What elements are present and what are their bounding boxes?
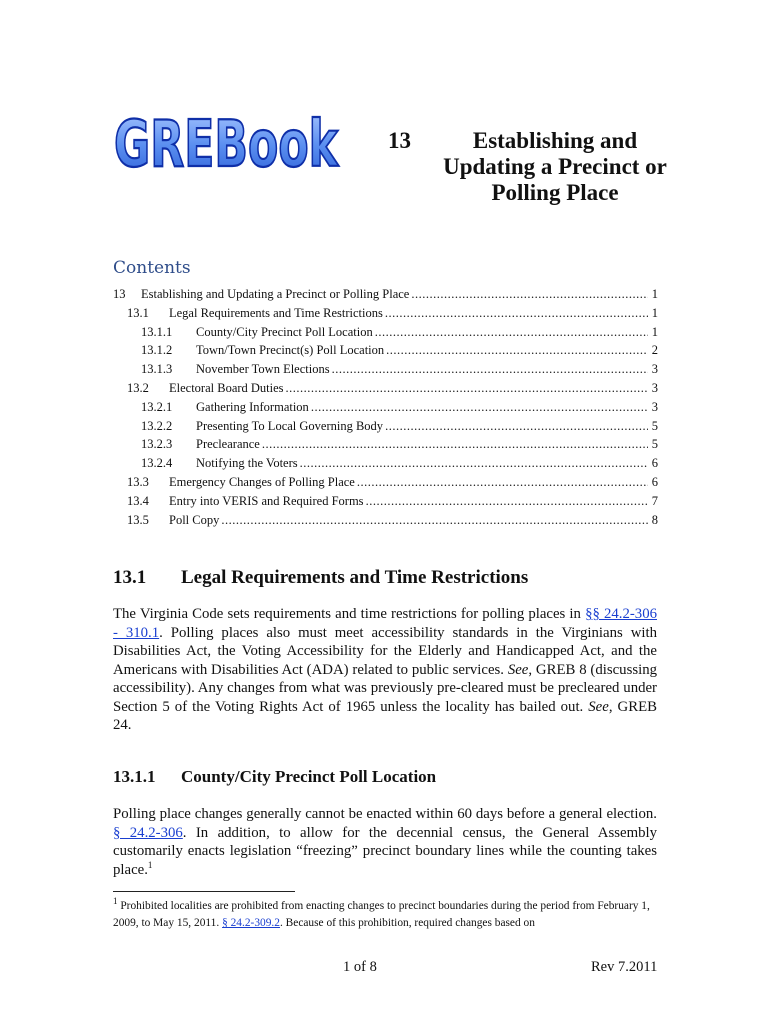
toc-dot-leader xyxy=(262,435,648,454)
toc-entry-number: 13.1.3 xyxy=(141,362,173,377)
toc-entry-label[interactable]: Legal Requirements and Time Restrictions xyxy=(169,305,383,320)
contents-heading: Contents xyxy=(113,258,191,278)
toc-dot-leader xyxy=(286,379,648,398)
toc-entry-label[interactable]: November Town Elections xyxy=(196,362,330,377)
toc-entry-page: 2 xyxy=(651,343,658,358)
text-run: . Because of this prohibition, required changes based on xyxy=(279,917,535,929)
toc-entry-number: 13.1.2 xyxy=(141,343,173,358)
toc-entry[interactable] xyxy=(113,398,658,417)
logo-wordmark: GREBook xyxy=(114,108,339,174)
toc-entry-page: 5 xyxy=(651,437,658,452)
toc-entry[interactable] xyxy=(113,304,658,323)
toc-dot-leader xyxy=(221,511,647,530)
toc-entry-number: 13.1 xyxy=(127,305,149,320)
toc-dot-leader xyxy=(366,492,648,511)
footnote-mark: 1 xyxy=(113,896,118,907)
text-run: , GREB 8 (discussing accessibility). Any changes from what was previously pre-cleared must be precleared under Section 5 of the Voting Rights Act of 1965 unless the locality has bailed out. xyxy=(113,661,658,715)
text-run: , GREB 24. xyxy=(113,698,657,733)
toc-entry-label[interactable]: Gathering Information xyxy=(196,399,309,414)
page-number: 1 of 8 xyxy=(343,959,377,975)
chapter-number: 13 xyxy=(388,128,411,153)
toc-entry[interactable] xyxy=(113,454,658,473)
toc-dot-leader xyxy=(311,398,648,417)
toc-dot-leader xyxy=(385,417,648,436)
toc-entry-number: 13.2.1 xyxy=(141,399,173,414)
toc-dot-leader xyxy=(385,304,648,323)
revision-label: Rev 7.2011 xyxy=(591,959,658,975)
code-citation-link[interactable]: §§ 24.2-306 - 310.1 xyxy=(113,606,657,641)
toc-entry-number: 13.5 xyxy=(127,512,149,527)
toc-entry-label[interactable]: Emergency Changes of Polling Place xyxy=(169,474,355,489)
toc-entry-page: 1 xyxy=(651,305,658,320)
toc-entry-page: 3 xyxy=(651,362,658,377)
toc-entry[interactable] xyxy=(113,492,658,511)
toc-dot-leader xyxy=(357,473,648,492)
text-run: . Polling places also must meet accessibility standards in the Virginians with Disabilities Act, the Voting Accessibility for the Elderly and Handicapped Act, and the Americans with Disabilities Act (ADA) related to public services. xyxy=(113,624,657,678)
toc-entry-label[interactable]: Entry into VERIS and Required Forms xyxy=(169,493,364,508)
toc-entry[interactable] xyxy=(113,360,658,379)
toc-entry[interactable] xyxy=(113,379,658,398)
text-run: . In addition, to allow for the decennial census, the General Assembly customarily enacts legislation “freezing” precinct boundary lines while the counting takes place. xyxy=(113,824,657,878)
toc-dot-leader xyxy=(375,323,648,342)
toc-entry-page: 6 xyxy=(651,456,658,471)
toc-entry-number: 13.2.3 xyxy=(141,437,173,452)
toc-entry-label[interactable]: Preclearance xyxy=(196,437,260,452)
toc-entry-label[interactable]: Presenting To Local Governing Body xyxy=(196,418,384,433)
toc-entry-number: 13.1.1 xyxy=(141,324,173,339)
toc-entry-page: 8 xyxy=(651,512,658,527)
toc-entry-page: 3 xyxy=(651,399,658,414)
toc-entry[interactable] xyxy=(113,323,658,342)
section-number: 13.1.1 xyxy=(113,767,156,786)
toc-entry-number: 13.2.4 xyxy=(141,456,173,471)
footnote-separator xyxy=(113,891,295,892)
chapter-title-line-3: Polling Place xyxy=(491,180,619,205)
toc-entry-page: 6 xyxy=(651,474,658,489)
toc-dot-leader xyxy=(300,454,648,473)
toc-entry-page: 5 xyxy=(651,418,658,433)
signal-see: See xyxy=(588,698,609,715)
toc-entry-label[interactable]: Town/Town Precinct(s) Poll Location xyxy=(196,343,385,358)
text-run: Polling place changes generally cannot be enacted within 60 days before a general election. xyxy=(113,806,657,822)
toc-entry-page: 1 xyxy=(651,324,658,339)
section-title: Legal Requirements and Time Restrictions xyxy=(181,567,529,588)
section-title: County/City Precinct Poll Location xyxy=(181,767,437,786)
toc-entry-page: 3 xyxy=(651,380,658,395)
grebook-logo xyxy=(112,108,342,174)
toc-entry-label[interactable]: Notifying the Voters xyxy=(196,456,298,471)
chapter-title xyxy=(410,128,700,206)
signal-see: See xyxy=(507,661,529,678)
section-number: 13.1 xyxy=(113,567,147,588)
toc-entry[interactable] xyxy=(113,511,658,530)
toc-entry[interactable] xyxy=(113,435,658,454)
toc-entry[interactable] xyxy=(113,473,658,492)
toc-entry-number: 13.4 xyxy=(127,493,149,508)
toc-entry-label[interactable]: Electoral Board Duties xyxy=(169,380,284,395)
section-13-1-1-paragraph xyxy=(113,805,657,879)
table-of-contents xyxy=(113,285,658,529)
toc-dot-leader xyxy=(411,285,647,304)
toc-entry-page: 1 xyxy=(651,287,658,301)
chapter-title-line-1: Establishing and xyxy=(472,128,638,153)
toc-entry-label[interactable]: Poll Copy xyxy=(169,512,220,527)
text-run: Prohibited localities are prohibited from enacting changes to precinct boundaries during the period from February 1, 2009, to May 15, 2011. xyxy=(113,900,650,929)
code-citation-link[interactable]: § 24.2-306 xyxy=(113,824,183,841)
chapter-title-line-2: Updating a Precinct or xyxy=(443,154,667,179)
footnote-reference[interactable]: 1 xyxy=(147,859,153,870)
toc-entry-number: 13.3 xyxy=(127,474,149,489)
toc-entry-label[interactable]: Establishing and Updating a Precinct or Polling Place xyxy=(141,287,410,301)
footnote xyxy=(113,898,658,932)
toc-entry[interactable] xyxy=(113,341,658,360)
toc-entry[interactable] xyxy=(113,285,658,304)
toc-entry-page: 7 xyxy=(651,493,658,508)
text-run: The Virginia Code sets requirements and time restrictions for polling places in xyxy=(113,606,586,622)
toc-entry[interactable] xyxy=(113,417,658,436)
toc-dot-leader xyxy=(386,341,648,360)
section-13-1-paragraph xyxy=(113,605,657,735)
toc-entry-number: 13 xyxy=(113,287,126,301)
toc-entry-number: 13.2 xyxy=(127,380,149,395)
code-citation-link[interactable]: § 24.2-309.2 xyxy=(222,917,280,929)
toc-entry-number: 13.2.2 xyxy=(141,418,173,433)
toc-dot-leader xyxy=(332,360,648,379)
toc-entry-label[interactable]: County/City Precinct Poll Location xyxy=(196,324,373,339)
